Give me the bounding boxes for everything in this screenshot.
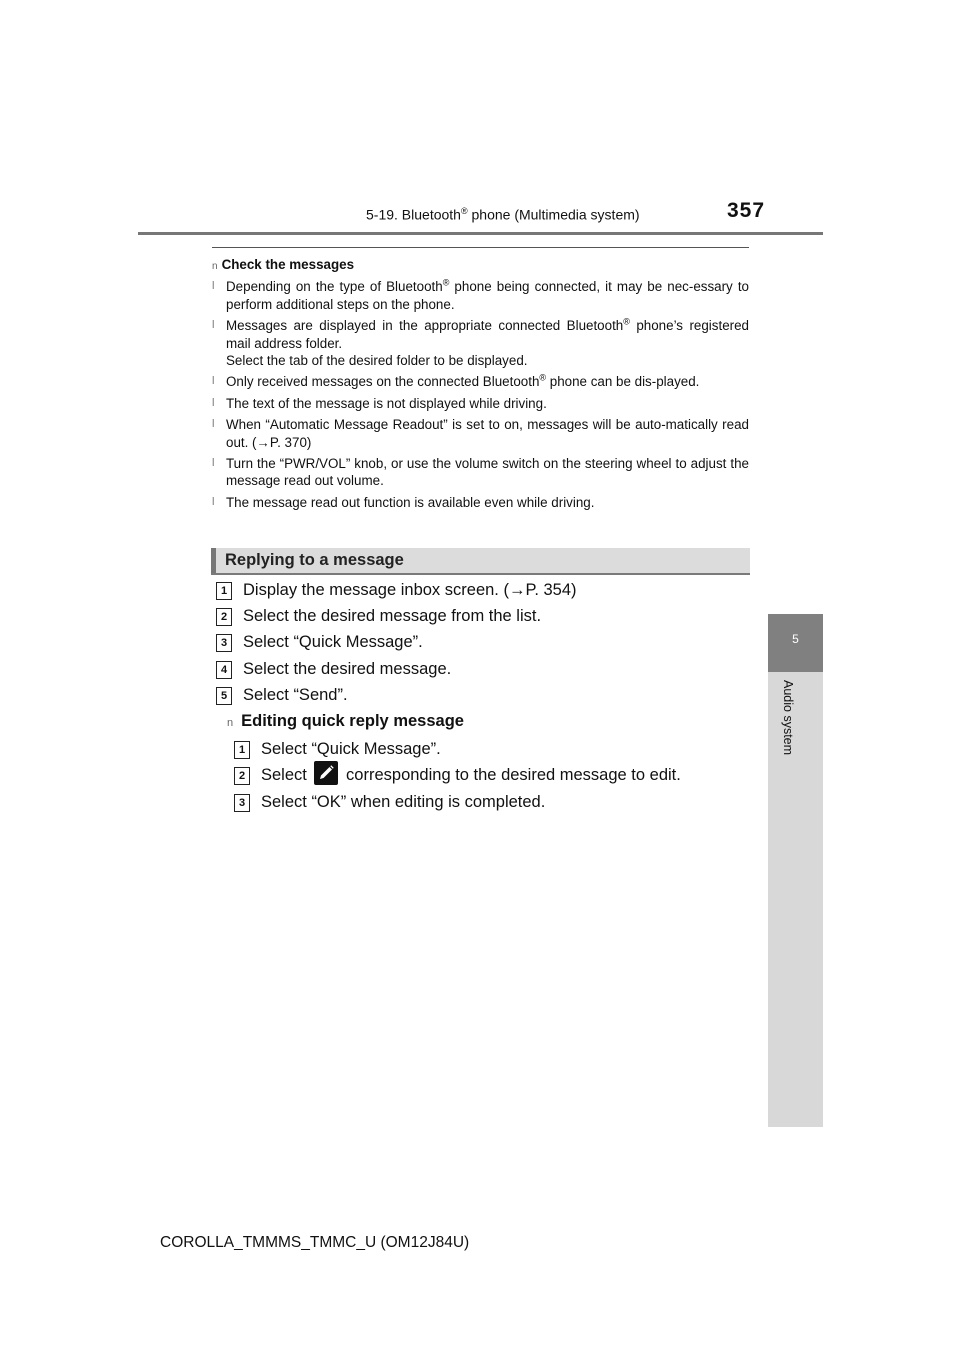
- chapter-label: Audio system: [781, 680, 795, 756]
- step-number: 1: [234, 741, 250, 759]
- bullet-marker-icon: l: [212, 375, 215, 388]
- footer-code: COROLLA_TMMMS_TMMC_U (OM12J84U): [160, 1234, 470, 1251]
- sub-heading: n Editing quick reply message: [227, 712, 464, 730]
- step-text: Select “OK” when editing is completed.: [261, 793, 546, 811]
- header-rule: [138, 232, 823, 235]
- step-text: Select “Quick Message”.: [243, 633, 423, 651]
- note-block: [212, 256, 749, 515]
- section-title: Replying to a message: [225, 551, 404, 569]
- pencil-icon: [314, 761, 338, 785]
- chapter-tab: [768, 614, 823, 672]
- page-number: 357: [727, 199, 766, 222]
- running-header: 5-19. Bluetooth® phone (Multimedia system): [366, 206, 640, 223]
- step-number: 4: [216, 661, 232, 679]
- note-bullet: l Only received messages on the connected Bluetooth® phone can be dis-played.: [212, 372, 700, 390]
- bullet-marker-icon: l: [212, 457, 215, 470]
- chapter-number: 5: [792, 632, 799, 646]
- note-bullet: l The text of the message is not displayed while driving.: [212, 395, 547, 411]
- step-text: Select the desired message from the list.: [243, 607, 542, 625]
- step-text: Select “Send”.: [243, 686, 348, 704]
- bullet-marker-icon: l: [212, 418, 215, 431]
- step-number: 5: [216, 687, 232, 705]
- step-text: Select “Quick Message”.: [261, 740, 441, 758]
- step-number: 2: [234, 767, 250, 785]
- step-number: 3: [216, 634, 232, 652]
- bullet-marker-icon: l: [212, 319, 215, 332]
- square-bullet-icon: n: [212, 261, 218, 272]
- step-number: 3: [234, 794, 250, 812]
- square-bullet-icon: n: [227, 717, 234, 729]
- bullet-marker-icon: l: [212, 396, 215, 409]
- step-text: Display the message inbox screen. (→P. 354): [243, 581, 577, 599]
- note-bullet: l Messages are displayed in the appropriate connected Bluetooth® phone’s registered mail address folder. Select the tab of the desired folder to be displayed.: [212, 316, 749, 369]
- step-number: 1: [216, 582, 232, 600]
- step-text: Select corresponding to the desired message to edit.: [261, 766, 681, 785]
- section-heading-bar: [211, 548, 750, 575]
- step-number: 2: [216, 608, 232, 626]
- chapter-strip: [768, 672, 823, 1127]
- bullet-marker-icon: l: [212, 495, 215, 508]
- note-top-rule: [212, 247, 749, 248]
- note-bullet: l The message read out function is available even while driving.: [212, 494, 595, 510]
- note-bullet: l When “Automatic Message Readout” is set to on, messages will be auto-matically read out. (→P. 370): [212, 417, 749, 450]
- bullet-marker-icon: l: [212, 280, 215, 293]
- note-bullet: l Depending on the type of Bluetooth® phone being connected, it may be nec-essary to perform additional steps on the phone.: [212, 277, 749, 312]
- step-text: Select the desired message.: [243, 660, 452, 678]
- note-heading: n Check the messages: [212, 257, 355, 272]
- note-bullet: l Turn the “PWR/VOL” knob, or use the volume switch on the steering wheel to adjust the message read out volume.: [212, 456, 749, 489]
